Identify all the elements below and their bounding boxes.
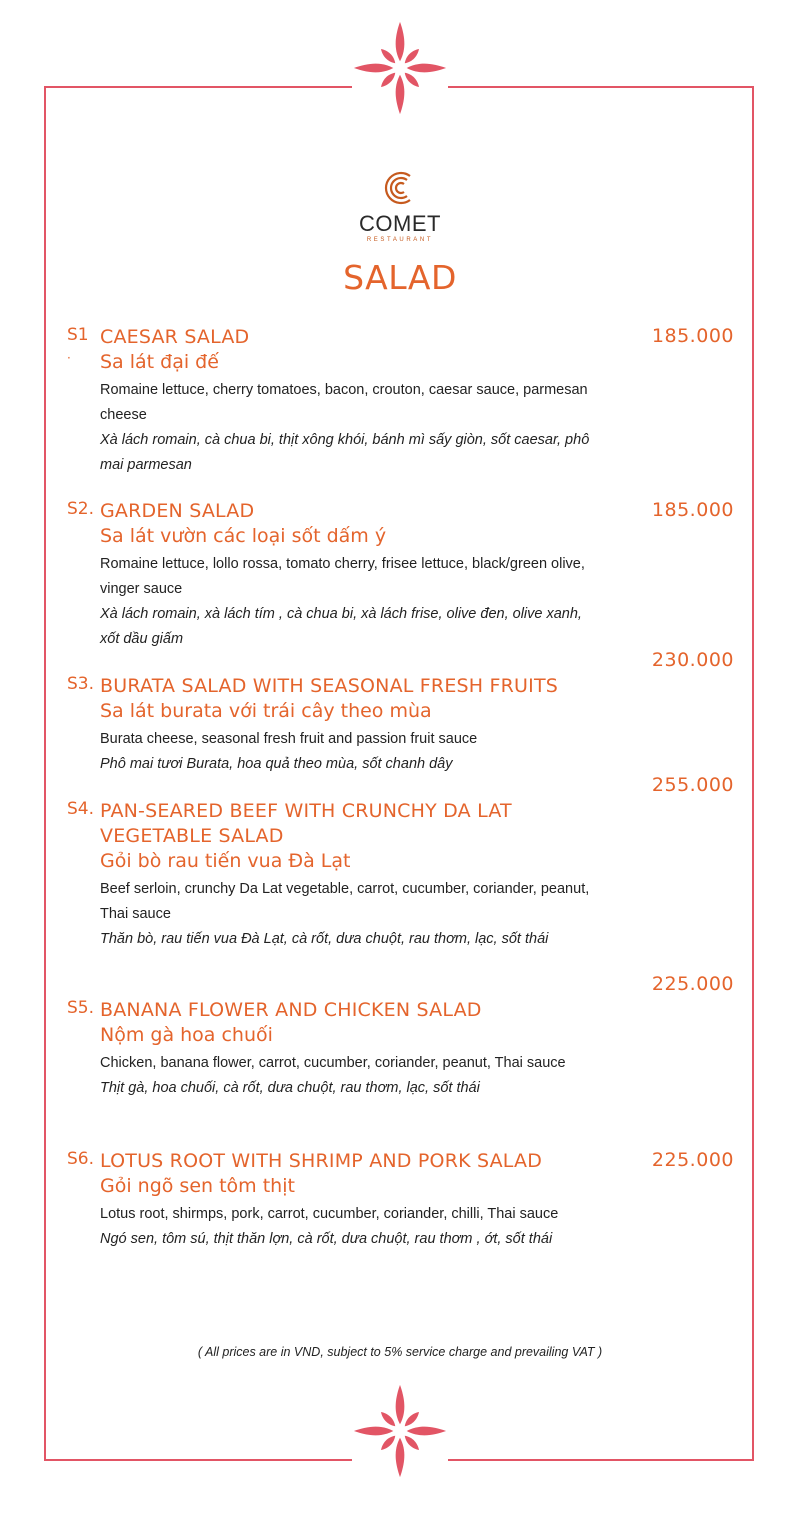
item-name-vi: Gỏi bò rau tiến vua Đà Lạt (100, 850, 351, 872)
item-name-vi: Sa lát đại đế (100, 351, 219, 373)
item-name: PAN-SEARED BEEF WITH CRUNCHY DA LAT VEGETABLE SALAD (100, 800, 512, 847)
restaurant-logo (340, 168, 460, 244)
item-code: S4. (67, 799, 95, 819)
item-price: 225.000 (651, 973, 734, 995)
item-code: S5. (67, 998, 95, 1018)
item-name: CAESAR SALAD (100, 326, 250, 348)
brand-name: COMET (359, 211, 441, 236)
item-description-vi: Xà lách romain, cà chua bi, thịt xông khói, bánh mì sấy giòn, sốt caesar, phô mai parmesan (100, 432, 590, 473)
item-name-vi: Gỏi ngõ sen tôm thịt (100, 1175, 295, 1197)
item-name: GARDEN SALAD (100, 500, 255, 522)
item-price: 185.000 (651, 325, 734, 347)
item-price: 230.000 (651, 649, 734, 671)
item-name-vi: Sa lát vườn các loại sốt dấm ý (100, 525, 387, 547)
item-name: LOTUS ROOT WITH SHRIMP AND PORK SALAD (100, 1150, 543, 1172)
item-description-vi: Ngó sen, tôm sú, thịt thăn lợn, cà rốt, dưa chuột, rau thơm , ớt, sốt thái (100, 1231, 553, 1247)
item-description: Romaine lettuce, lollo rossa, tomato cherry, frisee lettuce, black/green olive, vinger sauce (100, 556, 585, 597)
item-code: S6. (67, 1149, 95, 1169)
item-code: S2. (67, 499, 95, 519)
item-description: Chicken, banana flower, carrot, cucumber, coriander, peanut, Thai sauce (100, 1055, 566, 1071)
item-price: 185.000 (651, 499, 734, 521)
flower-ornament-icon (352, 1383, 448, 1479)
price-footnote: ( All prices are in VND, subject to 5% service charge and prevailing VAT ) (197, 1345, 603, 1359)
item-price: 225.000 (651, 1149, 734, 1171)
item-description: Burata cheese, seasonal fresh fruit and passion fruit sauce (100, 731, 478, 747)
item-description-vi: Thăn bò, rau tiến vua Đà Lạt, cà rốt, dưa chuột, rau thơm, lạc, sốt thái (100, 931, 549, 947)
item-name-vi: Nộm gà hoa chuối (100, 1024, 273, 1046)
flower-ornament-icon (352, 20, 448, 116)
item-code: S3. (67, 674, 95, 694)
item-description-vi: Thịt gà, hoa chuối, cà rốt, dưa chuột, rau thơm, lạc, sốt thái (100, 1080, 480, 1096)
item-description: Lotus root, shirmps, pork, carrot, cucumber, coriander, chilli, Thai sauce (100, 1206, 559, 1222)
item-description: Romaine lettuce, cherry tomatoes, bacon, crouton, caesar sauce, parmesan cheese (100, 382, 588, 423)
item-name: BANANA FLOWER AND CHICKEN SALAD (100, 999, 482, 1021)
comet-logo-icon (380, 168, 420, 208)
bullet-dot: · (67, 351, 71, 365)
brand-subtitle: RESTAURANT (366, 237, 434, 243)
item-description-vi: Phô mai tươi Burata, hoa quả theo mùa, sốt chanh dây (100, 756, 453, 772)
item-name: BURATA SALAD WITH SEASONAL FRESH FRUITS (100, 675, 559, 697)
item-description: Beef serloin, crunchy Da Lat vegetable, carrot, cucumber, coriander, peanut, Thai sauce (100, 881, 590, 922)
item-price: 255.000 (651, 774, 734, 796)
item-description-vi: Xà lách romain, xà lách tím , cà chua bi, xà lách frise, olive đen, olive xanh, xốt dầu giấm (100, 606, 582, 647)
item-code: S1 (67, 325, 89, 345)
section-title: SALAD (343, 258, 457, 297)
item-name-vi: Sa lát burata với trái cây theo mùa (100, 700, 432, 722)
